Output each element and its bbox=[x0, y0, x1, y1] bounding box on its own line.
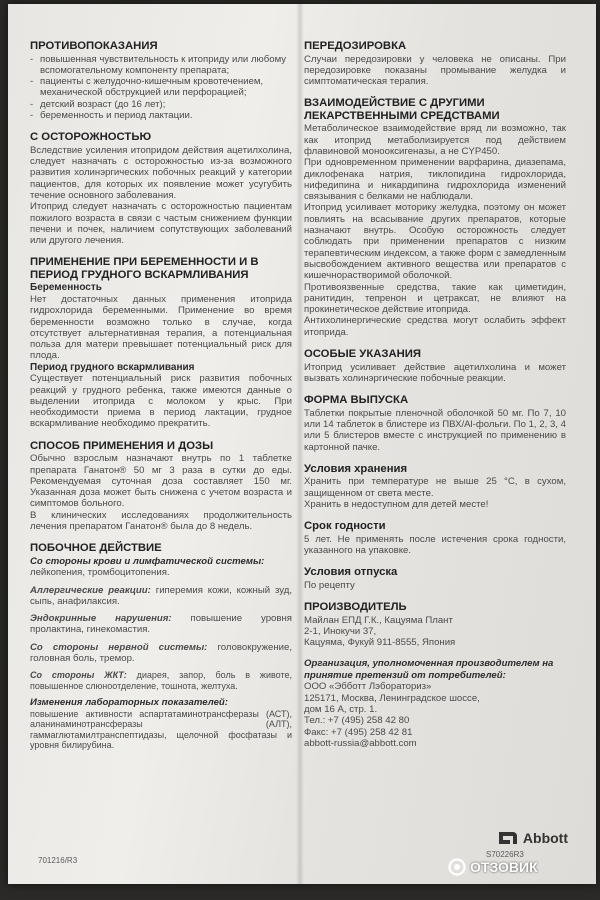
shelf-life-text: 5 лет. Не применять после истечения срока годности, указанного на упаковке. bbox=[304, 533, 566, 556]
side-lab-text: повышение активности аспартатаминотрансферазы (АСТ), аланинаминотрансферазы (АЛТ), гаммаглютамилтранспептидазы, щелочной фосфатазы и уровня билирубина. bbox=[30, 708, 292, 751]
dosage-text-1: Обычно взрослым назначают внутрь по 1 таблетке препарата Ганатон® 50 мг 3 раза в сутки до еды. Рекомендуемая суточная доза составляет 150 мг. Указанная доза может быть снижена с учетом возраста и симптомов больного. bbox=[30, 453, 292, 510]
contraindications-list bbox=[30, 54, 292, 122]
side-endocrine-text: повышение уровня пролактина, гинекомастия. bbox=[30, 613, 292, 636]
organization-line: 125171, Москва, Ленинградское шоссе, bbox=[304, 692, 480, 704]
otzovik-logo-icon bbox=[448, 858, 466, 876]
contraindication-item: - повышенная чувствительность к итоприду или любому вспомогательному компоненту препарата; bbox=[30, 54, 292, 77]
dispense-text: По рецепту bbox=[304, 579, 355, 591]
side-endocrine bbox=[30, 613, 292, 636]
interaction-text-5: Антихолинергические средства могут ослабить эффект итоприда. bbox=[304, 315, 566, 338]
side-effects-title: ПОБОЧНОЕ ДЕЙСТВИЕ bbox=[30, 542, 162, 555]
side-lab-heading: Изменения лабораторных показателей: bbox=[30, 697, 228, 709]
contraindication-item: - пациенты с желудочно-кишечным кровотечением, механической обструкцией или перфорацией; bbox=[30, 76, 292, 99]
pregnancy-text: Нет достаточных данных применения итоприда гидрохлорида беременными. Применение во время беременности возможно только в случае, когда отсутствует альтернативная терапия, а потенциальная польза для матери превышает потенциальный риск для плода. bbox=[30, 293, 292, 362]
overdose-text: Случаи передозировки у человека не описаны. При передозировке показаны промывание желудка и симптоматическая терапия. bbox=[304, 53, 566, 88]
organization-fax: Факс: +7 (495) 258 42 81 bbox=[304, 726, 413, 738]
storage-text-2: Хранить в недоступном для детей месте! bbox=[304, 498, 489, 510]
form-text: Таблетки покрытые пленочной оболочкой 50 мг. По 7, 10 или 14 таблеток в блистере из ПВХ/Al-фольги. По 1, 2, 3, 4 или 5 блистеров вместе с инструкцией по применению в картонной пачке. bbox=[304, 407, 566, 453]
special-text: Итоприд усиливает действие ацетилхолина и может вызвать холинэргические побочные реакции. bbox=[304, 361, 566, 384]
paper-fold bbox=[296, 4, 304, 884]
side-blood-heading: Со стороны крови и лимфатической системы: bbox=[30, 555, 265, 567]
manufacturer-line: 2-1, Инокучи 37, bbox=[304, 625, 377, 637]
contraindication-item: - беременность и период лактации. bbox=[30, 110, 292, 121]
side-nervous-heading: Со стороны нервной системы: bbox=[30, 641, 208, 653]
manufacturer-line: Кацуяма, Фукуй 911-8555, Япония bbox=[304, 637, 456, 649]
abbott-logo-icon bbox=[497, 830, 519, 846]
left-code: 701216/R3 bbox=[38, 856, 78, 865]
dosage-text-2: В клинических исследованиях продолжительность лечения препаратом Ганатон® была до 8 недель. bbox=[30, 509, 292, 532]
side-nervous bbox=[30, 642, 292, 665]
interaction-text-2: При одновременном применении варфарина, диазепама, диклофенака натрия, тиклопидина гидрохлорида, нифедипина и никардипина гидрохлорида изменений связывания с белками не наблюдали. bbox=[304, 157, 566, 203]
form-title: ФОРМА ВЫПУСКА bbox=[304, 394, 409, 407]
watermark-text: ОТЗОВИК bbox=[470, 859, 538, 875]
right-column bbox=[304, 40, 566, 749]
instruction-leaflet bbox=[8, 4, 596, 884]
contraindication-item: - детский возраст (до 16 лет); bbox=[30, 99, 292, 110]
lactation-text: Существует потенциальный риск развития побочных реакций у грудного ребенка, также имеются данные о выделении итоприда с молоком у крыс. При необходимости приема в период лактации, грудное вскармливание необходимо прекратить. bbox=[30, 373, 292, 430]
storage-text-1: Хранить при температуре не выше 25 °С, в сухом, защищенном от света месте. bbox=[304, 476, 566, 499]
right-code: S70226R3 bbox=[486, 850, 524, 859]
organization-phone: Тел.: +7 (495) 258 42 80 bbox=[304, 715, 410, 727]
side-allergy-heading: Аллергические реакции: bbox=[30, 584, 151, 596]
manufacturer-title: ПРОИЗВОДИТЕЛЬ bbox=[304, 601, 407, 614]
pregnancy-title: ПРИМЕНЕНИЕ ПРИ БЕРЕМЕННОСТИ И В ПЕРИОД ГРУДНОГО ВСКАРМЛИВАНИЯ bbox=[30, 256, 259, 281]
side-git bbox=[30, 670, 292, 691]
side-git-text: диарея, запор, боль в животе, повышенное слюноотделение, тошнота, желтуха. bbox=[30, 670, 292, 691]
side-allergy-text: гиперемия кожи, кожный зуд, сыпь, анафилаксия. bbox=[30, 584, 292, 607]
dosage-title: СПОСОБ ПРИМЕНЕНИЯ И ДОЗЫ bbox=[30, 439, 214, 452]
interaction-text-4: Противоязвенные средства, такие как циметидин, ранитидин, тепренон и цетраксат, не влияют на прокинетическое действие итоприда. bbox=[304, 281, 566, 316]
organization-email: abbott-russia@abbott.com bbox=[304, 737, 417, 749]
interaction-text-1: Метаболическое взаимодействие вряд ли возможно, так как итоприд метаболизируется под действием флавиновой монооксигеназы, а не CYP450. bbox=[304, 123, 566, 157]
organization-line: дом 16 А, стр. 1. bbox=[304, 704, 378, 716]
contraindications-title: ПРОТИВОПОКАЗАНИЯ bbox=[30, 40, 158, 52]
side-endocrine-heading: Эндокринные нарушения: bbox=[30, 613, 172, 625]
caution-title: С ОСТОРОЖНОСТЬЮ bbox=[30, 131, 152, 144]
pregnancy-subtitle: Беременность bbox=[30, 282, 102, 294]
organization-line: ООО «Эбботт Лэбораториз» bbox=[304, 681, 432, 693]
caution-text-2: Итоприд следует назначать с осторожностью пациентам пожилого возраста в связи с частым снижением функции печени и почек, наличием сопутствующих заболеваний или другого лечения. bbox=[30, 201, 292, 247]
side-allergy bbox=[30, 585, 292, 608]
side-nervous-text: головокружение, головная боль, тремор. bbox=[30, 641, 292, 665]
overdose-title: ПЕРЕДОЗИРОВКА bbox=[304, 40, 407, 52]
organization-title: Организация, уполномоченная производителем на принятие претензий от потребителей: bbox=[304, 658, 554, 681]
shelf-life-title: Срок годности bbox=[304, 520, 386, 533]
otzovik-watermark bbox=[448, 858, 538, 876]
abbott-name: Abbott bbox=[522, 830, 568, 846]
caution-text-1: Вследствие усиления итопридом действия ацетилхолина, следует назначать с осторожностью из-за возможного развития холинэргических побочных реакций у категории пациентов, для которых их появление может усугубить течение основного заболевания. bbox=[30, 144, 292, 201]
left-column bbox=[30, 40, 292, 751]
dispense-title: Условия отпуска bbox=[304, 566, 398, 579]
special-title: ОСОБЫЕ УКАЗАНИЯ bbox=[304, 348, 422, 361]
abbott-brand bbox=[497, 830, 568, 846]
interaction-text-3: Итоприд усиливает моторику желудка, поэтому он может повлиять на всасывание других препаратов, которые назначают внутрь. Особую осторожность следует соблюдать при применении препаратов с низким терапевтическим индексом, а также форм с замедленным высвобождением активного вещества или препаратов с кишечнорастворимой оболочкой. bbox=[304, 202, 566, 282]
lactation-subtitle: Период грудного вскармливания bbox=[30, 361, 195, 373]
interaction-title: ВЗАИМОДЕЙСТВИЕ С ДРУГИМИ ЛЕКАРСТВЕННЫМИ СРЕДСТВАМИ bbox=[304, 97, 500, 122]
side-git-heading: Со стороны ЖКТ: bbox=[30, 670, 127, 681]
storage-title: Условия хранения bbox=[304, 462, 408, 475]
side-blood-text: лейкопения, тромбоцитопения. bbox=[30, 567, 170, 579]
manufacturer-line: Майлан ЕПД Г.К., Кацуяма Плант bbox=[304, 614, 453, 626]
